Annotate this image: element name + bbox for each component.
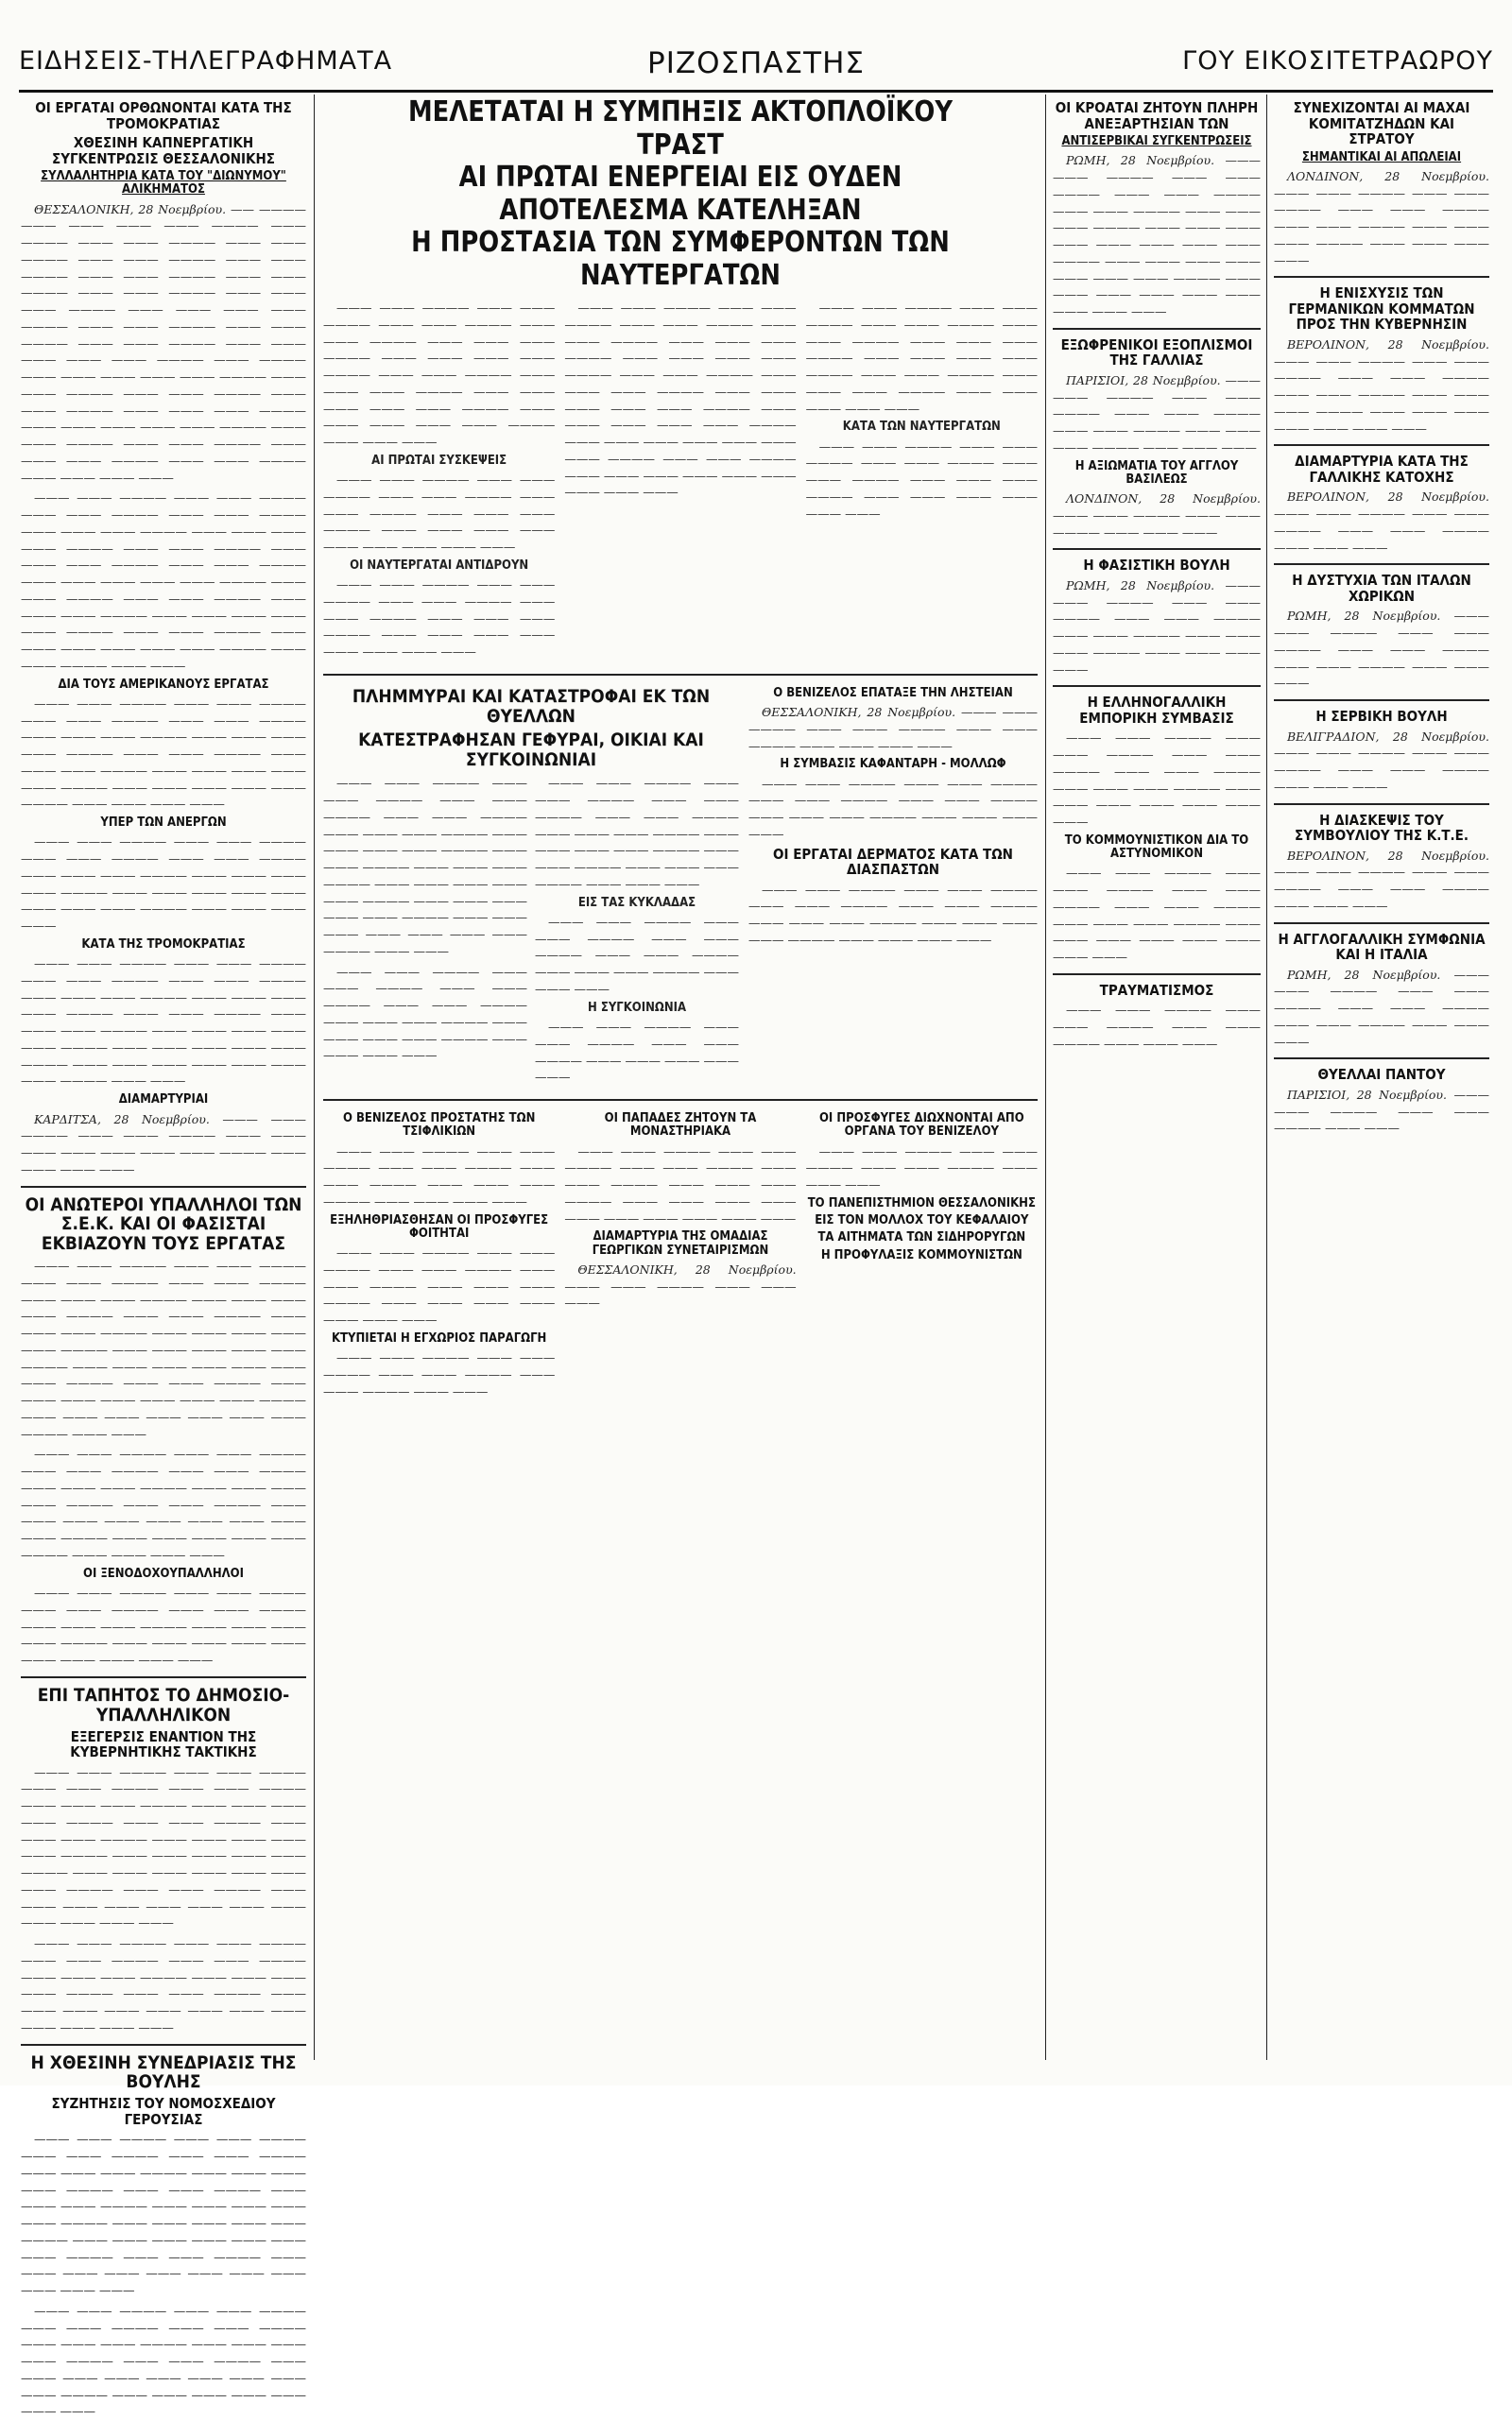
headline: Η ΕΛΛΗΝΟΓΑΛΛΙΚΗ ΕΜΠΟΡΙΚΗ ΣΥΜΒΑΣΙΣ (1079, 694, 1234, 727)
divider (1053, 973, 1261, 975)
article-text: ΡΩΜΗ, 28 Νοεμβρίου. ——— ——— ———— ——— ——— ———— ——— ——— ———— ——— ——— ———— ——— ——— ——— ———— ——— ——— ——— ——— ——— ——— ——— ——— ———— ——— ——— ——— ——— ——— ——— ——— ———— ——— ——— ——— ——— ——— ——— ——— ——— ——— (1053, 153, 1261, 319)
headline: ΕΞΩΦΡΕΝΙΚΟΙ ΕΞΟΠΛΙΣΜΟΙ ΤΗΣ ΓΑΛΛΙΑΣ (1060, 335, 1253, 369)
newspaper-title: ΡΙΖΟΣΠΑΣΤΗΣ (647, 46, 865, 80)
subheadline: ΣΗΜΑΝΤΙΚΑΙ ΑΙ ΑΠΩΛΕΙΑΙ (1301, 149, 1462, 164)
article-text: ——— ——— ———— ——— ——— ———— ——— ——— ———— ——— ——— ———— ——— ——— ——— ———— ——— ——— ——— ——— ——— ——— ——— ——— ——— ——— (564, 1143, 797, 1226)
column-rule (1266, 94, 1267, 2060)
divider (1274, 276, 1489, 278)
column-right-2 (1274, 96, 1489, 2062)
subheadline: ΤΟ ΠΑΝΕΠΙΣΤΗΜΙΟΝ ΘΕΣΣΑΛΟΝΙΚΗΣ (807, 1195, 1036, 1210)
headline: Η ΔΙΑΣΚΕΨΙΣ ΤΟΥ ΣΥΜΒΟΥΛΙΟΥ ΤΗΣ Κ.Τ.Ε. (1294, 811, 1469, 845)
dateline: ΡΩΜΗ, 28 Νοεμβρίου. (1287, 967, 1441, 982)
headline: ΕΠΙ ΤΑΠΗΤΟΣ ΤΟ ΔΗΜΟΣΙΟ-ΥΠΑΛΛΗΛΙΚΟΝ (37, 1684, 290, 1725)
article-text: ——— ——— ———— ——— ——— ———— ——— ——— ———— ——— ——— ———— ——— ——— ——— ———— ——— ——— ——— ——— ——— ——— ——— ——— (1053, 866, 1261, 965)
headline: ΟΙ ΑΝΩΤΕΡΟΙ ΥΠΑΛΛΗΛΟΙ ΤΩΝ Σ.Ε.Κ. ΚΑΙ ΟΙ ΦΑΣΙΣΤΑΙ ΕΚΒΙΑΖΟΥΝ ΤΟΥΣ ΕΡΓΑΤΑΣ (25, 1193, 302, 1255)
article-text: ΘΕΣΣΑΛΟΝΙΚΗ, 28 Νοεμβρίου. ——— ——— ———— ——— ——— ——— (564, 1261, 797, 1311)
article-text: ΘΕΣΣΑΛΟΝΙΚΗ, 28 Νοεμβρίου. —— ———— ——— ——— ——— ——— ———— ——— ———— ——— ——— ———— ——— ——— ———— ——— ——— ———— ——— ——— ———— ——— ——— ———— ——— ——— ———— ——— ——— ———— ——— ——— ——— ———— ——— ——— ——— ——— ———— ——— ——— ———— ——— ——— ———— ——— ——— ———— ——— ——— ——— ——— ——— ———— ——— ———— ——— ——— ——— ——— ——— ———— ——— ——— ———— ——— ——— ———— ——— ——— ———— ——— ——— ——— ———— ——— ——— ——— ——— ——— ———— ——— ——— ———— ——— ——— ———— ——— ——— ——— ———— ——— ——— ———— ——— ——— ——— ——— ——— ——— ———— ——— ——— ———— ——— ——— ———— ——— ——— ———— ——— ——— ——— ———— ——— ——— ——— ——— ———— ——— ——— ———— ——— ——— ——— ———— ——— ——— ———— ——— ——— ——— ——— ——— ———— ——— ——— ———— ——— ——— ———— ——— ——— ——— ———— ——— ——— ——— ——— ——— ———— ——— ——— ———— ——— ——— ——— ——— ——— ——— ———— ——— ——— ———— ——— ——— (21, 201, 306, 673)
divider (1274, 922, 1489, 924)
subheadline: ΚΑΤΑ ΤΩΝ ΝΑΥΤΕΡΓΑΤΩΝ (842, 420, 1001, 435)
dateline: ΡΩΜΗ, 28 Νοεμβρίου. (1287, 609, 1441, 624)
headline: Η ΕΝΙΣΧΥΣΙΣ ΤΩΝ ΓΕΡΜΑΝΙΚΩΝ ΚΟΜΜΑΤΩΝ ΠΡΟΣ ΤΗΝ ΚΥΒΕΡΝΗΣΙΝ (1288, 284, 1475, 334)
article-text: ΚΑΡΔΙΤΣΑ, 28 Νοεμβρίου. ——— ——— ———— ——— ——— ———— ——— ——— ——— ——— ——— ——— ——— ———— ——— ——— ——— ——— (21, 1111, 306, 1176)
article-text: ——— ——— ———— ——— ——— ———— ——— ——— ———— ——— ——— ———— ——— ——— ——— ———— ——— ——— ——— ——— ———— ——— ——— ———— ——— ——— ——— ———— ——— ——— ——— ——— ——— ———— ——— ——— ——— ——— ——— ———— ——— ——— ——— ΑΙ ΠΡΩΤΑΙ ΣΥΣΚΕΨΕΙΣ ——— ——— ———— ——— ——— ———— ——— ——— ———— ——— ——— ———— ——— ——— ——— ———— ——— ——— ——— ——— ——— ——— ——— ——— ——— ΟΙ ΝΑΥΤΕΡΓΑΤΑΙ ΑΝΤΙΔΡΟΥΝ ——— ——— ———— ——— ——— ———— ——— ——— ———— ——— ——— ———— ——— ——— ——— ———— ——— ——— ——— ——— ——— ——— ——— ——— (323, 300, 556, 660)
main-headline: ΑΙ ΠΡΩΤΑΙ ΕΝΕΡΓΕΙΑΙ ΕΙΣ ΟΥΔΕΝ ΑΠΟΤΕΛΕΣΜΑ ΚΑΤΕΛΗΞΑΝ (458, 161, 902, 227)
column-rule (314, 94, 315, 2060)
article-text: ΡΩΜΗ, 28 Νοεμβρίου. ——— ——— ———— ——— ——— ———— ——— ——— ———— ——— ——— ———— ——— ——— ——— (1274, 967, 1489, 1049)
article-text: ——— ——— ———— ——— ——— ———— ——— ——— ———— ——— ——— ——— (1053, 1003, 1261, 1051)
subheadline: Η ΣΥΓΚΟΙΝΩΝΙΑ (587, 1000, 687, 1015)
headline: ΣΥΝΕΧΙΖΟΝΤΑΙ ΑΙ ΜΑΧΑΙ ΚΟΜΙΤΑΤΖΗΔΩΝ ΚΑΙ ΣΤΡΑΤΟΥ (1293, 99, 1470, 147)
column-left (21, 96, 306, 2419)
masthead (19, 43, 1493, 93)
dateline: ΒΕΡΟΛΙΝΟΝ, 28 Νοεμβρίου. (1287, 848, 1489, 863)
dateline: ΚΑΡΔΙΤΣΑ, 28 Νοεμβρίου. (34, 1111, 210, 1126)
main-headline: ΜΕΛΕΤΑΤΑΙ Η ΣΥΜΠΗΞΙΣ ΑΚΤΟΠΛΟΪΚΟΥ ΤΡΑΣΤ (407, 95, 954, 162)
dateline: ΡΩΜΗ, 28 Νοεμβρίου. (1066, 577, 1215, 592)
headline: ΔΙΑΜΑΡΤΥΡΙΑ ΚΑΤΑ ΤΗΣ ΓΑΛΛΙΚΗΣ ΚΑΤΟΧΗΣ (1295, 453, 1469, 486)
article-text: ——— ——— ———— ——— ——— ———— ——— ——— ———— ——— ——— ———— ——— ——— ——— ———— ——— ——— ——— ——— (323, 1143, 556, 1209)
dateline: ΘΕΣΣΑΛΟΝΙΚΗ, 28 Νοεμβρίου. (577, 1261, 797, 1277)
headline: ΟΙ ΕΡΓΑΤΑΙ ΟΡΘΩΝΟΝΤΑΙ ΚΑΤΑ ΤΗΣ ΤΡΟΜΟΚΡΑΤΙΑΣ (35, 99, 292, 132)
subheadline: ΚΑΤΑ ΤΗΣ ΤΡΟΜΟΚΡΑΤΙΑΣ (81, 936, 246, 952)
subheadline: ΑΝΤΙΣΕΡΒΙΚΑΙ ΣΥΓΚΕΝΤΡΩΣΕΙΣ (1061, 134, 1252, 148)
subheadline: ΟΙ ΝΑΥΤΕΡΓΑΤΑΙ ΑΝΤΙΔΡΟΥΝ (350, 558, 529, 573)
headline: ΚΤΥΠΙΕΤΑΙ Η ΕΓΧΩΡΙΟΣ ΠΑΡΑΓΩΓΗ (331, 1330, 547, 1346)
headline: ΠΛΗΜΜΥΡΑΙ ΚΑΙ ΚΑΤΑΣΤΡΟΦΑΙ ΕΚ ΤΩΝ ΘΥΕΛΛΩΝ (352, 685, 711, 727)
headline: ΟΙ ΠΡΟΣΦΥΓΕΣ ΔΙΩΧΝΟΝΤΑΙ ΑΠΟ ΟΡΓΑΝΑ ΤΟΥ ΒΕΝΙΖΕΛΟΥ (818, 1111, 1024, 1140)
divider (21, 1186, 306, 1188)
divider (1274, 699, 1489, 701)
subheadline: ΟΙ ΞΕΝΟΔΟΧΟΥΠΑΛΛΗΛΟΙ (83, 1566, 244, 1581)
article-text: ΛΟΝΔΙΝΟΝ, 28 Νοεμβρίου. ——— ——— ———— ——— ——— ———— ——— ——— ———— ——— ——— ———— ——— ——— ——— ———— ——— ——— ——— ——— (1274, 168, 1489, 267)
headline: ΟΙ ΚΡΟΑΤΑΙ ΖΗΤΟΥΝ ΠΛΗΡΗ ΑΝΕΞΑΡΤΗΣΙΑΝ ΤΩΝ (1055, 99, 1259, 132)
dateline: ΒΕΡΟΛΙΝΟΝ, 28 Νοεμβρίου. (1287, 489, 1489, 505)
main-headline: Η ΠΡΟΣΤΑΣΙΑ ΤΩΝ ΣΥΜΦΕΡΟΝΤΩΝ ΤΩΝ ΝΑΥΤΕΡΓΑΤΩΝ (411, 226, 950, 292)
column-center (323, 96, 1038, 2062)
article-text: ——— ——— ———— ——— ——— ———— ——— ——— ———— ——— ——— ———— ——— ——— ——— ———— ——— ——— ——— ——— ——— ——— ——— (323, 1245, 556, 1328)
article-text: ——— ——— ———— ——— ——— ———— ——— ——— ———— ——— ——— ———— ——— ——— ——— ———— ——— ——— ——— ——— ———— ——— ——— ———— ——— ——— ——— ———— ——— ——— ——— ——— ——— ———— ——— ——— ——— ——— ——— ———— ——— ——— ——— ——— ——— ——— ——— ———— ——— ——— ———— ——— ——— ——— ——— ——— ——— ——— ——— ——— ——— ——— ——— ——— ———— ——— ——— ———— ——— ——— ———— ——— ——— ———— ——— ——— ——— ———— ——— ——— ——— ——— ———— ——— ——— ———— ——— ——— ——— ——— ——— ——— ——— ——— ——— ———— ——— ——— ——— ——— ——— ——— ——— (21, 2132, 306, 2419)
article-text: ΛΟΝΔΙΝΟΝ, 28 Νοεμβρίου. ——— ——— ———— ——— ——— ———— ——— ——— ——— (1053, 491, 1261, 540)
headline: Η ΑΓΓΛΟΓΑΛΛΙΚΗ ΣΥΜΦΩΝΙΑ ΚΑΙ Η ΙΤΑΛΙΑ (1278, 930, 1486, 964)
article-text: ——— ——— ———— ——— ——— ———— ——— ——— ———— ——— ——— ———— ——— ——— ——— ———— ——— ——— ——— ——— (748, 776, 1038, 841)
subheadline: ΑΙ ΠΡΩΤΑΙ ΣΥΣΚΕΨΕΙΣ (371, 453, 507, 468)
article-text: ΘΕΣΣΑΛΟΝΙΚΗ, 28 Νοεμβρίου. ——— ——— ———— ——— ——— ———— ——— ——— ———— ——— ——— ——— ——— (748, 705, 1038, 753)
headline: ΟΙ ΠΑΠΑΔΕΣ ΖΗΤΟΥΝ ΤΑ ΜΟΝΑΣΤΗΡΙΑΚΑ (604, 1111, 757, 1140)
dateline: ΒΕΡΟΛΙΝΟΝ, 28 Νοεμβρίου. (1287, 336, 1489, 352)
article-text: ——— ——— ———— ——— ——— ———— ——— ——— ———— ——— ——— ———— ——— ——— ——— ———— ——— ——— ——— ——— ———— ——— ——— ———— ——— ——— ——— ———— ——— ——— ——— ΕΙΣ ΤΑΣ ΚΥΚΛΑΔΑΣ ——— ——— ———— ——— ——— ———— ——— ——— ———— ——— ——— ———— ——— ——— ——— ———— ——— ——— ——— Η ΣΥΓΚΟΙΝΩΝΙΑ ——— ——— ———— ——— ——— ———— ——— ——— ———— ——— ——— ——— ——— ——— (535, 776, 739, 1085)
subheadline: ΕΙΣ ΤΑΣ ΚΥΚΛΑΔΑΣ (577, 895, 696, 910)
subheadline: ΔΙΑΜΑΡΤΥΡΙΑΙ (118, 1092, 209, 1107)
article-text: ΡΩΜΗ, 28 Νοεμβρίου. ——— ——— ———— ——— ——— ———— ——— ——— ———— ——— ——— ———— ——— ——— ——— ———— ——— ——— ——— ——— (1053, 577, 1261, 677)
column-rule (1045, 94, 1046, 2060)
article-text: ΠΑΡΙΣΙΟΙ, 28 Νοεμβρίου. ——— ——— ———— ——— ——— ———— ——— ——— ———— ——— ——— ———— ——— ——— ——— ———— ——— ——— ——— (1053, 372, 1261, 455)
column-right-1 (1053, 96, 1261, 2062)
headline: Η ΣΥΜΒΑΣΙΣ ΚΑΦΑΝΤΑΡΗ - ΜΟΛΛΩΦ (780, 757, 1006, 772)
divider (1274, 1057, 1489, 1059)
headline: Η ΣΕΡΒΙΚΗ ΒΟΥΛΗ (1315, 708, 1448, 726)
dateline: ΡΩΜΗ, 28 Νοεμβρίου. (1066, 153, 1215, 168)
article-text: ——— ——— ———— ——— ——— ———— ——— ——— ———— ——— ——— ———— ——— ——— ——— ———— ——— ——— ——— ——— ———— ——— ——— ———— ——— ——— ——— ———— ——— ——— ——— ——— ——— ———— ——— ——— ——— ——— ——— ———— ——— ——— ——— ——— (21, 695, 306, 812)
headline: ΤΡΑΥΜΑΤΙΣΜΟΣ (1099, 981, 1214, 999)
subheadline: ΕΙΣ ΤΟΝ ΜΟΛΛΟΧ ΤΟΥ ΚΕΦΑΛΑΙΟΥ (815, 1213, 1029, 1228)
section-title-left: ΕΙΔΗΣΕΙΣ-ΤΗΛΕΓΡΑΦΗΜΑΤΑ (19, 46, 393, 76)
headline: ΘΥΕΛΛΑΙ ΠΑΝΤΟΥ (1317, 1066, 1446, 1084)
dateline: ΒΕΛΙΓΡΑΔΙΟΝ, 28 Νοεμβρίου. (1287, 729, 1489, 744)
divider (323, 674, 1038, 676)
subheadline: Η ΠΡΟΦΥΛΑΞΙΣ ΚΟΜΜΟΥΝΙΣΤΩΝ (820, 1247, 1022, 1262)
dateline: ΘΕΣΣΑΛΟΝΙΚΗ, 28 Νοεμβρίου. (34, 201, 227, 216)
headline: Ο ΒΕΝΙΖΕΛΟΣ ΕΠΑΤΑΞΕ ΤΗΝ ΛΗΣΤΕΙΑΝ (773, 685, 1013, 700)
subheadline: ΕΞΕΓΕΡΣΙΣ ΕΝΑΝΤΙΟΝ ΤΗΣ ΚΥΒΕΡΝΗΤΙΚΗΣ ΤΑΚΤΙΚΗΣ (70, 1727, 257, 1761)
headline: Η ΦΑΣΙΣΤΙΚΗ ΒΟΥΛΗ (1083, 557, 1230, 575)
headline: Ο ΒΕΝΙΖΕΛΟΣ ΠΡΟΣΤΑΤΗΣ ΤΩΝ ΤΣΙΦΛΙΚΙΩΝ (342, 1111, 536, 1140)
article-text: ΡΩΜΗ, 28 Νοεμβρίου. ——— ——— ———— ——— ——— ———— ——— ——— ———— ——— ——— ———— ——— ——— ——— (1274, 609, 1489, 691)
headline: ΚΑΤΕΣΤΡΑΦΗΣΑΝ ΓΕΦΥΡΑΙ, ΟΙΚΙΑΙ ΚΑΙ ΣΥΓΚΟΙΝΩΝΙΑΙ (358, 729, 704, 770)
headline: ΔΙΑΜΑΡΤΥΡΙΑ ΤΗΣ ΟΜΑΔΙΑΣ ΓΕΩΡΓΙΚΩΝ ΣΥΝΕΤΑΙΡΙΣΜΩΝ (592, 1229, 769, 1258)
article-text: ——— ——— ———— ——— ——— ———— ——— ——— ———— ——— ——— ———— ——— ——— ——— ———— ——— ——— ——— ——— ———— ——— ——— ——— ——— ——— ——— ——— ——— ———— ——— ——— ——— ——— (21, 834, 306, 934)
article-text: ——— ——— ———— ——— ——— ———— ——— ——— ———— ——— ——— ———— ——— ——— ——— ———— ——— ——— ——— ——— ——— ——— ——— (1053, 730, 1261, 830)
article-text: ——— ——— ———— ——— ——— ———— ——— ——— ———— ——— ——— ———— ——— ——— ——— ———— ——— ——— ——— ——— ———— ——— ——— ———— ——— ——— ——— ———— ——— ——— ——— ——— ——— ———— ——— ——— ——— ——— ——— ———— ——— ——— ——— ——— ——— ——— ——— ———— ——— ——— ——— ——— ———— ——— ——— ———— ——— ——— ———— ——— ——— ———— ——— ——— ——— ———— ——— ——— ——— ——— ———— ——— ——— ——— ——— (323, 776, 527, 1063)
subheadline: ΣΥΖΗΤΗΣΙΣ ΤΟΥ ΝΟΜΟΣΧΕΔΙΟΥ ΓΕΡΟΥΣΙΑΣ (51, 2095, 276, 2128)
article-text: ΒΕΡΟΛΙΝΟΝ, 28 Νοεμβρίου. ——— ——— ———— ——— ——— ———— ——— ——— ———— ——— ——— ———— ——— ——— ——— ———— ——— ——— ——— ——— ——— ——— ——— (1274, 336, 1489, 436)
divider (1274, 563, 1489, 565)
subheadline: Η ΑΞΙΩΜΑΤΙΑ ΤΟΥ ΑΓΓΛΟΥ ΒΑΣΙΛΕΩΣ (1074, 458, 1239, 487)
divider (21, 2044, 306, 2046)
article-text: ——— ——— ———— ——— ——— ———— ——— ——— ———— ——— ——— ———— ——— ——— (323, 1350, 556, 1399)
article-text: ΒΕΛΙΓΡΑΔΙΟΝ, 28 Νοεμβρίου. ——— ——— ———— ——— ——— ———— ——— ——— ———— ——— ——— ——— (1274, 729, 1489, 794)
dateline: ΛΟΝΔΙΝΟΝ, 28 Νοεμβρίου. (1287, 168, 1489, 183)
divider (323, 1099, 1038, 1101)
dateline: ΛΟΝΔΙΝΟΝ, 28 Νοεμβρίου. (1066, 491, 1261, 506)
subheadline: ΤΟ ΚΟΜΜΟΥΝΙΣΤΙΚΟΝ ΔΙΑ ΤΟ ΑΣΤΥΝΟΜΙΚΟΝ (1064, 832, 1249, 862)
dateline: ΠΑΡΙΣΙΟΙ, 28 Νοεμβρίου. (1287, 1087, 1447, 1102)
headline: ΟΙ ΕΡΓΑΤΑΙ ΔΕΡΜΑΤΟΣ ΚΑΤΑ ΤΩΝ ΔΙΑΣΠΑΣΤΩΝ (773, 845, 1013, 879)
article-text: ——— ——— ———— ——— ——— ———— ——— ——— ———— ——— ——— ———— ——— ——— ——— ———— ——— ——— ——— ——— ———— ——— ——— ———— ——— ——— ——— ———— ——— ——— ——— ——— ——— ———— ——— ——— ——— ——— ——— ———— ——— ——— ——— ——— ——— ——— ——— ———— ——— ——— ———— ——— ——— ——— ——— ——— ——— ——— ———— ——— ——— ——— ——— ——— ——— ——— ———— ——— ——— ——— ——— ———— ——— ——— ———— ——— ——— ———— ——— ——— ———— ——— ——— ——— ———— ——— ——— ——— ——— ———— ——— ——— ———— ——— ——— ——— ——— ——— ——— ——— ——— ——— ———— ——— ——— ——— ——— ——— ———— ——— ——— ——— ——— (21, 1259, 306, 1562)
article-text: ——— ——— ———— ——— ——— ———— ——— ——— ———— ——— ——— ——— (805, 1143, 1038, 1193)
headline: Η ΔΥΣΤΥΧΙΑ ΤΩΝ ΙΤΑΛΩΝ ΧΩΡΙΚΩΝ (1292, 572, 1471, 605)
article-text: ——— ——— ———— ——— ——— ———— ——— ——— ———— ——— ——— ———— ——— ——— ——— ———— ——— ——— ——— ——— ———— ——— ——— ———— ——— ——— ——— ———— ——— ——— ——— ——— ——— ———— ——— ——— ——— ——— ——— ———— ——— ——— ——— ——— ——— ——— ——— ———— ——— ——— (21, 956, 306, 1089)
article-text: ——— ——— ———— ——— ——— ———— ——— ——— ———— ——— ——— ———— ——— ——— ——— ———— ——— ——— ——— ——— ———— ——— ——— ———— ——— ——— ——— ———— ——— ——— ——— ——— ——— ———— ——— ——— ——— ——— ——— ———— ——— ——— ——— ——— ——— ——— ——— ———— ——— ——— ———— ——— ——— ——— ——— ——— ——— ——— ——— ——— (564, 300, 797, 500)
article-text: ——— ——— ———— ——— ——— ———— ——— ——— ———— ——— ——— ———— ——— ——— ——— ———— ——— ——— ——— ——— ———— ——— ——— ——— ——— ——— ——— ——— ——— ——— ——— (21, 1586, 306, 1667)
dateline: ΘΕΣΣΑΛΟΝΙΚΗ, 28 Νοεμβρίου. (762, 705, 956, 720)
subheadline: ΔΙΑ ΤΟΥΣ ΑΜΕΡΙΚΑΝΟΥΣ ΕΡΓΑΤΑΣ (58, 677, 269, 692)
divider (1274, 803, 1489, 805)
dateline: ΠΑΡΙΣΙΟΙ, 28 Νοεμβρίου. (1066, 372, 1221, 387)
article-text: ——— ——— ———— ——— ——— ———— ——— ——— ———— ——— ——— ———— ——— ——— ——— ———— ——— ——— ——— ——— ———— ——— ——— ———— ——— ——— ——— ———— ——— ——— ——— ——— ——— ———— ——— ——— ——— ——— ——— ———— ——— ——— ——— ——— ——— ——— ——— ———— ——— ——— ———— ——— ——— ——— ——— ——— ——— ——— ——— ——— ——— ——— ——— ——— ——— ———— ——— ——— ———— ——— ——— ———— ——— ——— ———— ——— ——— ——— ———— ——— ——— ——— ——— ———— ——— ——— ———— ——— ——— ——— ——— ——— ——— ——— ——— ——— ——— ——— ——— (21, 1764, 306, 2034)
article-text: ΒΕΡΟΛΙΝΟΝ, 28 Νοεμβρίου. ——— ——— ———— ——— ——— ———— ——— ——— ———— ——— ——— ——— (1274, 848, 1489, 913)
divider (1274, 444, 1489, 446)
article-text: ——— ——— ———— ——— ——— ———— ——— ——— ———— ——— ——— ———— ——— ——— ——— ———— ——— ——— ——— ——— ———— ——— ——— ———— ——— ——— ——— ———— ——— ——— ——— ——— ——— ΚΑΤΑ ΤΩΝ ΝΑΥΤΕΡΓΑΤΩΝ ——— ——— ———— ——— ——— ———— ——— ——— ———— ——— ——— ———— ——— ——— ——— ———— ——— ——— ——— ——— ——— ——— (805, 300, 1038, 521)
divider (21, 1676, 306, 1678)
article-text: ΒΕΡΟΛΙΝΟΝ, 28 Νοεμβρίου. ——— ——— ———— ——— ——— ———— ——— ——— ———— ——— ——— ——— (1274, 489, 1489, 555)
divider (1053, 328, 1261, 330)
headline: Η ΧΘΕΣΙΝΗ ΣΥΝΕΔΡΙΑΣΙΣ ΤΗΣ ΒΟΥΛΗΣ (30, 2051, 297, 2093)
subheadline: ΤΑ ΑΙΤΗΜΑΤΑ ΤΩΝ ΣΙΔΗΡΟΡΥΓΩΝ (817, 1230, 1026, 1245)
article-text: ——— ——— ———— ——— ——— ———— ——— ——— ———— ——— ——— ———— ——— ——— ——— ———— ——— ——— ——— ——— ———— ——— ——— ——— ——— (748, 882, 1038, 947)
headline: ΕΞΗΛΗΘΡΙΑΣΘΗΣΑΝ ΟΙ ΠΡΟΣΦΥΓΕΣ ΦΟΙΤΗΤΑΙ (330, 1212, 549, 1241)
subheadline: ΥΠΕΡ ΤΩΝ ΑΝΕΡΓΩΝ (100, 815, 227, 831)
divider (1053, 685, 1261, 687)
divider (1053, 548, 1261, 550)
subheadline: ΣΥΛΛΑΛΗΤΗΡΙΑ ΚΑΤΑ ΤΟΥ "ΔΙΩΝΥΜΟΥ" ΑΛΙΚΗΜΑΤΟΣ (41, 169, 286, 197)
article-text: ΠΑΡΙΣΙΟΙ, 28 Νοεμβρίου. ——— ——— ———— ——— ——— ———— ——— ——— (1274, 1087, 1489, 1136)
headline: ΧΘΕΣΙΝΗ ΚΑΠΝΕΡΓΑΤΙΚΗ ΣΥΓΚΕΝΤΡΩΣΙΣ ΘΕΣΣΑΛΟΝΙΚΗΣ (51, 134, 276, 167)
section-title-right: ΓΟΥ ΕΙΚΟΣΙΤΕΤΡΑΩΡΟΥ (1182, 46, 1493, 76)
